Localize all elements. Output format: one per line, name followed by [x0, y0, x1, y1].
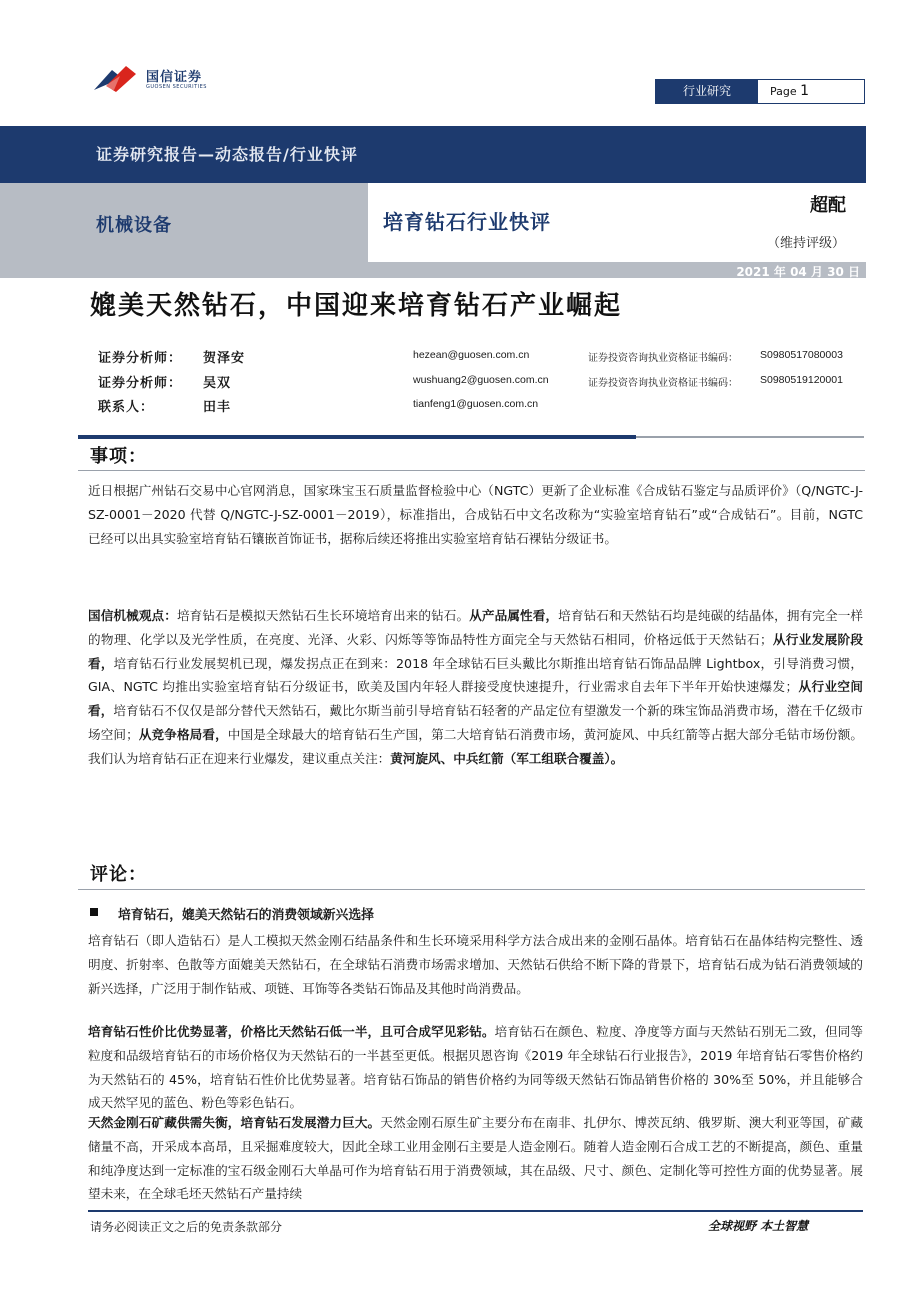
analyst-name: 贺泽安	[203, 351, 246, 366]
comment-paragraph-2-body: 培育钻石在颜色、粒度、净度等方面与天然钻石别无二致，但同等粒度和品级培育钻石的市场价格仅为天然钻石的一半甚至更低。根据贝恩咨询《2019 年全球钻石行业报告》，2019 年培育钻石零售价格约为天然钻石的 45%，培育钻石性价比优势显著。培育钻石饰品的销售价格约为同等级天然钻石饰品销售价格的 30%至 50%，并且能够合成天然罕见的蓝色、粉色等彩色钻石。	[88, 1024, 864, 1111]
event-paragraph: 近日根据广州钻石交易中心官网消息，国家珠宝玉石质量监督检验中心（NGTC）更新了企业标准《合成钻石鉴定与品质评价》（Q/NGTC-J-SZ-0001－2020 代替 Q/NGTC-J-SZ-0001－2019），标准指出，合成钻石中文名改称为“实验室培育钻石”或“合成钻石”。目前，NGTC 已经可以出具实验室培育钻石镶嵌首饰证书，据称后续还将推出实验室培育钻石裸钻分级证书。	[88, 483, 863, 546]
date-band	[0, 262, 866, 278]
comment-paragraph-2	[88, 1020, 863, 1115]
page-number: 1	[800, 83, 810, 99]
view-text: 培育钻石是模拟天然钻石生长环境培育出来的钻石。	[176, 608, 470, 623]
comment-paragraph-1: 培育钻石（即人造钻石）是人工模拟天然金刚石结晶条件和生长环境采用科学方法合成出来的金刚石晶体。培育钻石在晶体结构完整性、透明度、折射率、色散等方面媲美天然钻石，在全球钻石消费市场需求增加、天然钻石供给不断下降的背景下，培育钻石成为钻石消费领域的新兴选择，广泛用于制作钻戒、项链、耳饰等各类钻石饰品及其他时尚消费品。	[88, 933, 863, 996]
report-title: 培育钻石行业快评	[383, 210, 551, 234]
headline: 媲美天然钻石，中国迎来培育钻石产业崛起	[90, 291, 623, 321]
view-emphasis: 国信机械观点：	[88, 608, 177, 623]
logo-text: 国信证券	[146, 70, 203, 85]
event-heading: 事项：	[90, 446, 147, 467]
analyst-label: 证券分析师：	[98, 376, 183, 391]
contact-label: 联系人：	[98, 400, 155, 415]
page-indicator	[655, 79, 865, 104]
report-category: 行业研究	[656, 80, 758, 103]
analyst-cert-label: 证券投资咨询执业资格证书编码：	[588, 353, 738, 364]
analyst-cert-number: S0980517080003	[760, 349, 843, 361]
view-text: 中国是全球最大的培育钻石生产国，第二大培育钻石消费市场，黄河旋风、中兵红箭等占据大部分毛钻市场份额。我们认为培育钻石正在迎来行业爆发，建议重点关注：	[88, 726, 864, 766]
heading-rule	[78, 889, 865, 890]
report-date: 2021 年 04 月 30 日	[736, 265, 860, 279]
analyst-cert-label: 证券投资咨询执业资格证书编码：	[588, 378, 738, 389]
analyst-email[interactable]: wushuang2@guosen.com.cn	[413, 374, 549, 386]
footer-slogan: 全球视野 本土智慧	[708, 1219, 809, 1233]
heading-rule	[78, 470, 865, 471]
guosen-logo-icon	[92, 64, 138, 94]
sector-name: 机械设备	[96, 215, 172, 236]
view-emphasis: 从产品属性看，	[469, 608, 559, 623]
section-divider-gray	[636, 436, 864, 438]
view-text: 培育钻石和天然钻石均是纯碳的结晶体，拥有完全一样的物理、化学以及光学性质，在亮度、光泽、火彩、闪烁等等饰品特性方面完全与天然钻石相同，价格远低于天然钻石；	[88, 608, 864, 647]
report-type: 证券研究报告—动态报告/行业快评	[96, 145, 358, 164]
comment-paragraph-3-body: 天然金刚石原生矿主要分布在南非、扎伊尔、博茨瓦纳、俄罗斯、澳大利亚等国，矿藏储量不高，开采成本高昂，且采掘难度较大，因此全球工业用金刚石主要是人造金刚石。随着人造金刚石合成工艺的不断提高，颜色、重量和纯净度达到一定标准的宝石级金刚石大单晶可作为培育钻石用于消费领域，其在品级、尺寸、颜色、定制化等可控性方面的优势显著。展望未来，在全球毛坯天然钻石产量持续	[88, 1115, 864, 1202]
analyst-label: 证券分析师：	[98, 351, 183, 366]
comment-paragraph-3	[88, 1111, 863, 1206]
comment-paragraph-2-lead: 培育钻石性价比优势显著，价格比天然钻石低一半，且可合成罕见彩钻。	[88, 1024, 495, 1039]
page-number-label: Page 1	[770, 83, 810, 99]
analyst-name: 吴双	[203, 376, 232, 391]
view-emphasis: 从行业空间看，	[88, 679, 864, 719]
comment-paragraph-3-lead: 天然金刚石矿藏供需失衡，培育钻石发展潜力巨大。	[88, 1115, 381, 1130]
comment-heading: 评论：	[90, 864, 147, 885]
contact-email[interactable]: tianfeng1@guosen.com.cn	[413, 398, 539, 410]
contact-name: 田丰	[203, 400, 232, 415]
subsection-title: 培育钻石，媲美天然钻石的消费领域新兴选择	[118, 908, 374, 923]
report-type-banner	[0, 126, 866, 183]
section-divider	[78, 435, 636, 439]
footer-disclaimer[interactable]: 请务必阅读正文之后的免责条款部分	[90, 1220, 283, 1234]
footer-rule	[88, 1210, 863, 1212]
analyst-email[interactable]: hezean@guosen.com.cn	[413, 349, 530, 361]
rating: 超配	[810, 195, 846, 216]
sector-banner	[0, 183, 368, 269]
rating-note: （维持评级）	[767, 236, 846, 251]
view-text: 培育钻石不仅仅是部分替代天然钻石，戴比尔斯当前引导培育钻石轻奢的产品定位有望激发一个新的珠宝饰品消费市场，潜在千亿级市场空间；	[88, 703, 864, 742]
view-text: 培育钻石行业发展契机已现，爆发拐点正在到来：2018 年全球钻石巨头戴比尔斯推出培育钻石饰品品牌 Lightbox，引导消费习惯，GIA、NGTC 均推出实验室培育钻石分级证书，欧美及国内年轻人群接受度快速提升，行业需求自去年下半年开始快速爆发；	[88, 655, 864, 695]
analyst-cert-number: S0980519120001	[760, 374, 843, 386]
logo-subtext: GUOSEN SECURITIES	[146, 84, 207, 90]
view-emphasis: 从竞争格局看，	[138, 726, 228, 742]
bullet-icon	[90, 908, 98, 916]
view-emphasis: 黄河旋风、中兵红箭（军工组联合覆盖）。	[390, 750, 624, 766]
view-emphasis: 从行业发展阶段看，	[88, 631, 864, 671]
view-paragraph	[88, 604, 863, 771]
